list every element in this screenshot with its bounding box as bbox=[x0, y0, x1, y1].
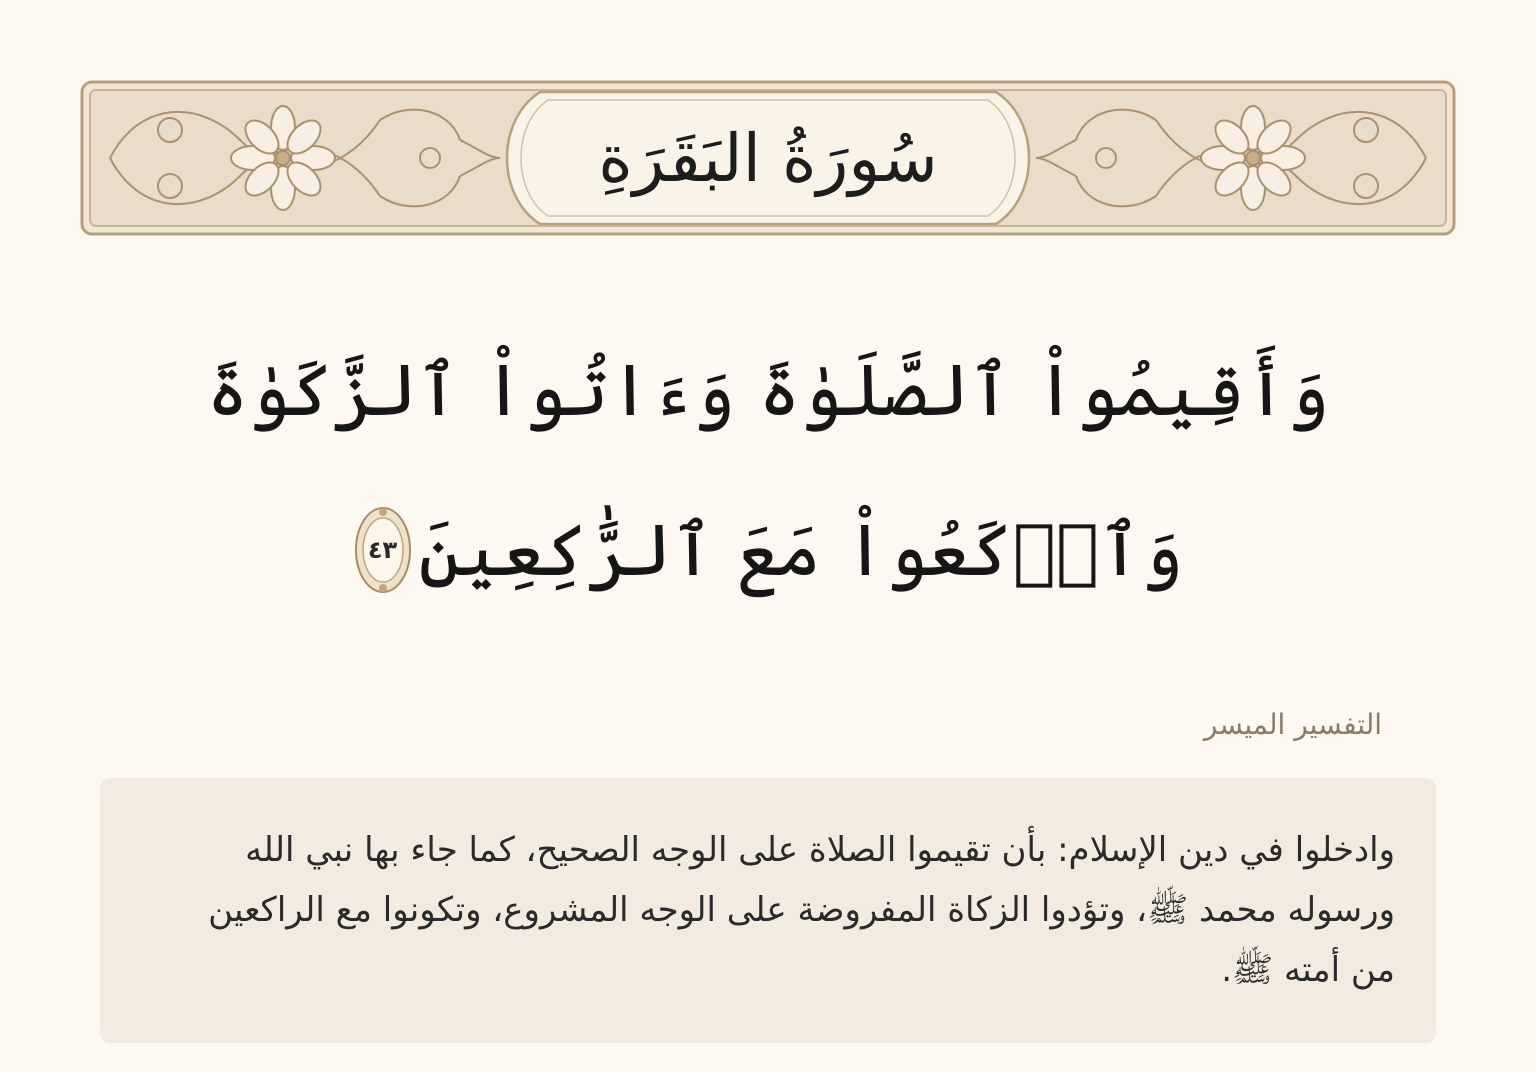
surah-title: سُورَةُ البَقَرَةِ bbox=[598, 119, 938, 197]
ayah-number-marker bbox=[353, 502, 413, 598]
verse-text-line-2: وَٱرۡكَعُواْ مَعَ ٱلرَّٰكِعِينَ bbox=[418, 508, 1184, 592]
verse-line-1 bbox=[160, 320, 1376, 460]
tafsir-label: التفسير الميسر bbox=[1203, 708, 1382, 741]
tafsir-text: وادخلوا في دين الإسلام: بأن تقيموا الصلاة على الوجه الصحيح، كما جاء بها نبي الله ورسوله محمد ﷺ، وتؤدوا الزكاة المفروضة على الوجه المشروع، وتكونوا مع الراكعين من أمته ﷺ. bbox=[208, 830, 1395, 990]
verse-line-2 bbox=[160, 480, 1376, 620]
verse-text-line-1: وَأَقِيمُواْ ٱلصَّلَوٰةَ وَءَاتُواْ ٱلزَّكَوٰةَ bbox=[206, 348, 1330, 432]
ayah-number: ٤٣ bbox=[367, 536, 398, 564]
